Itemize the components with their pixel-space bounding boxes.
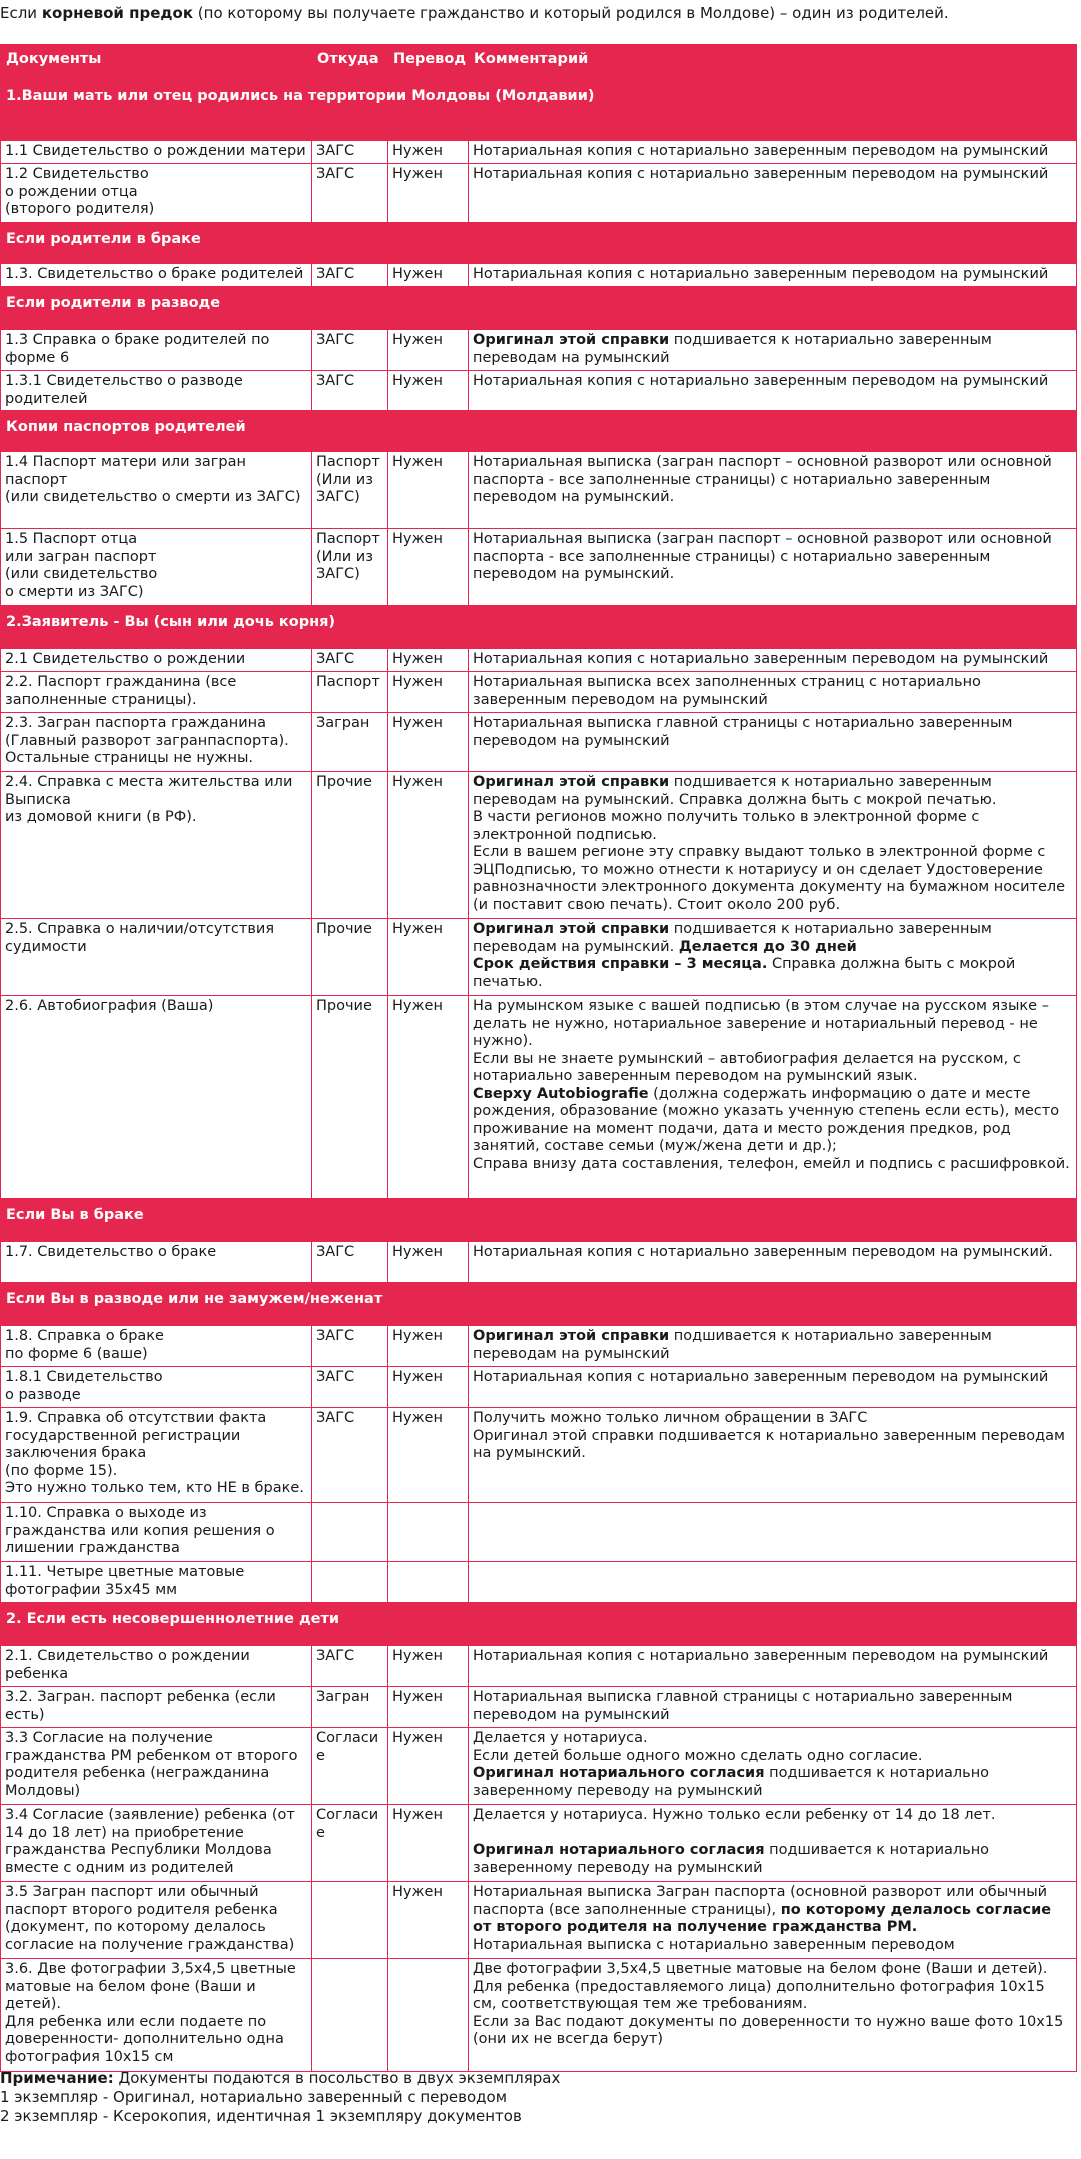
comment-cell <box>469 330 1077 371</box>
source-cell: Загран <box>312 713 388 772</box>
header-comment: Комментарий <box>469 45 1077 80</box>
comment-text: подшивается к нотариально заверенным переводам на румынский <box>473 332 992 366</box>
translation-cell: Нужен <box>388 713 469 772</box>
section-title: 1.Ваши мать или отец родились на территории Молдовы (Молдавии) <box>1 80 1077 141</box>
source-cell <box>312 1882 388 1959</box>
comment-bold-text: Оригинал этой справки <box>473 332 670 348</box>
comment-bold-text: Оригинал нотариального согласия <box>473 1765 765 1781</box>
comment-cell <box>469 772 1077 919</box>
document-cell: 1.10. Справка о выходе из гражданства или копия решения о лишении гражданства <box>1 1503 312 1562</box>
source-cell <box>312 1959 388 2072</box>
table-row <box>1 1242 1077 1283</box>
comment-cell <box>469 1326 1077 1367</box>
document-cell: 1.3 Справка о браке родителей по форме 6 <box>1 330 312 371</box>
document-cell: 1.8. Справка о браке по форме 6 (ваше) <box>1 1326 312 1367</box>
table-row <box>1 330 1077 371</box>
document-cell: 3.4 Согласие (заявление) ребенка (от 14 до 18 лет) на приобретение гражданства Республики Молдова вместе с одним из родителей <box>1 1805 312 1882</box>
source-cell <box>312 1562 388 1603</box>
table-row <box>1 1728 1077 1805</box>
table-row <box>1 772 1077 919</box>
comment-cell <box>469 164 1077 223</box>
table-row <box>1 672 1077 713</box>
comment-cell <box>469 919 1077 996</box>
comment-cell <box>469 1959 1077 2072</box>
comment-bold-text: Оригинал этой справки <box>473 1328 670 1344</box>
table-row <box>1 919 1077 996</box>
source-cell: Загран <box>312 1687 388 1728</box>
section-header-row <box>1 80 1077 141</box>
source-cell: ЗАГС <box>312 1326 388 1367</box>
translation-cell: Нужен <box>388 371 469 411</box>
translation-cell: Нужен <box>388 1728 469 1805</box>
table-row <box>1 264 1077 287</box>
translation-cell <box>388 1562 469 1603</box>
translation-cell: Нужен <box>388 1646 469 1687</box>
comment-cell <box>469 713 1077 772</box>
comment-text: Нотариальная выписка всех заполненных страниц с нотариально заверенным переводом на румынский <box>473 674 981 708</box>
translation-cell: Нужен <box>388 1882 469 1959</box>
documents-table <box>0 44 1077 2072</box>
comment-cell <box>469 1646 1077 1687</box>
comment-text: Нотариальная копия с нотариально заверенным переводом на румынский <box>473 1648 1049 1664</box>
table-body <box>1 80 1077 2072</box>
document-cell: 3.6. Две фотографии 3,5х4,5 цветные матовые на белом фоне (Ваши и детей). Для ребенка или если подаете по доверенности- дополнительно одна фотография 10х15 см <box>1 1959 312 2072</box>
section-header-row <box>1 1603 1077 1646</box>
document-cell: 2.4. Справка с места жительства или Выписка из домовой книги (в РФ). <box>1 772 312 919</box>
document-cell: 3.2. Загран. паспорт ребенка (если есть) <box>1 1687 312 1728</box>
comment-cell <box>469 529 1077 606</box>
comment-text: Нотариальная копия с нотариально заверенным переводом на румынский <box>473 266 1049 282</box>
document-cell: 2.1 Свидетельство о рождении <box>1 649 312 672</box>
source-cell: Согласие <box>312 1805 388 1882</box>
source-cell: ЗАГС <box>312 1242 388 1283</box>
translation-cell: Нужен <box>388 1805 469 1882</box>
comment-bold-text: по которому делалось согласие от второго родителя на получение гражданства РМ. <box>473 1901 1052 1935</box>
source-cell <box>312 1503 388 1562</box>
comment-text: Нотариальная копия с нотариально заверенным переводом на румынский. <box>473 1244 1053 1260</box>
table-row <box>1 1326 1077 1367</box>
comment-text: Делается у нотариуса. Если детей больше одного можно сделать одно согласие. <box>473 1730 923 1764</box>
header-translation: Перевод <box>388 45 469 80</box>
comment-cell <box>469 1242 1077 1283</box>
table-row <box>1 1562 1077 1603</box>
document-cell: 1.1 Свидетельство о рождении матери <box>1 141 312 164</box>
document-cell: 1.8.1 Свидетельство о разводе <box>1 1367 312 1408</box>
translation-cell: Нужен <box>388 264 469 287</box>
comment-text: Две фотографии 3,5х4,5 цветные матовые на белом фоне (Ваши и детей). Для ребенка (предоставляемого лица) дополнительно фотография 10х15 см, соответствующая тем же требованиям. Если за Вас подают документы по доверенности то нужно ваше фото 10х15 (они их не всегда берут) <box>473 1961 1064 2047</box>
translation-cell: Нужен <box>388 996 469 1199</box>
comment-text: Нотариальная копия с нотариально заверенным переводом на румынский <box>473 166 1049 182</box>
comment-cell <box>469 452 1077 529</box>
comment-text: Нотариальная выписка (загран паспорт – основной разворот или основной паспорта - все заполненные страницы) с нотариально заверенным переводом на румынский. <box>473 531 1052 582</box>
document-cell: 1.2 Свидетельство о рождении отца (второго родителя) <box>1 164 312 223</box>
comment-text: Нотариальная копия с нотариально заверенным переводом на румынский <box>473 651 1049 667</box>
source-cell: Прочие <box>312 772 388 919</box>
comment-text: Нотариальная копия с нотариально заверенным переводом на румынский <box>473 373 1049 389</box>
section-title: Если Вы в браке <box>1 1199 1077 1242</box>
document-cell: 2.3. Загран паспорта гражданина (Главный разворот загранпаспорта). Остальные страницы не нужны. <box>1 713 312 772</box>
comment-text: На румынском языке с вашей подписью (в этом случае на русском языке – делать не нужно, нотариальное заверение и нотариальный перевод - не нужно). Если вы не знаете румынский – автобиография делается на русском, с нотариально заверенным переводом на румынский язык. <box>473 998 1049 1084</box>
section-title: 2. Если есть несовершеннолетние дети <box>1 1603 1077 1646</box>
intro-bold: корневой предок <box>41 4 194 22</box>
table-row <box>1 1882 1077 1959</box>
translation-cell: Нужен <box>388 529 469 606</box>
translation-cell: Нужен <box>388 452 469 529</box>
footnote-label: Примечание: <box>0 2069 114 2087</box>
document-cell: 1.4 Паспорт матери или загран паспорт (или свидетельство о смерти из ЗАГС) <box>1 452 312 529</box>
comment-text: подшивается к нотариально заверенному переводу на румынский <box>473 1765 990 1799</box>
comment-cell <box>469 1687 1077 1728</box>
translation-cell: Нужен <box>388 1687 469 1728</box>
comment-cell <box>469 996 1077 1199</box>
comment-text: подшивается к нотариально заверенным переводам на румынский <box>473 1328 992 1362</box>
table-row <box>1 649 1077 672</box>
section-title: Если родители в браке <box>1 223 1077 264</box>
table-row <box>1 1805 1077 1882</box>
table-row <box>1 1646 1077 1687</box>
comment-text: Нотариальная выписка (загран паспорт – основной разворот или основной паспорта - все заполненные страницы) с нотариально заверенным переводом на румынский. <box>473 454 1052 505</box>
document-cell: 2.5. Справка о наличии/отсутствия судимости <box>1 919 312 996</box>
table-row <box>1 1959 1077 2072</box>
comment-cell <box>469 1882 1077 1959</box>
section-title: Копии паспортов родителей <box>1 411 1077 452</box>
table-row <box>1 1687 1077 1728</box>
document-cell: 1.9. Справка об отсутствии факта государственной регистрации заключения брака (по форме 15). Это нужно только тем, кто НЕ в браке. <box>1 1408 312 1503</box>
table-row <box>1 141 1077 164</box>
comment-text: Нотариальная выписка главной страницы с нотариально заверенным переводом на румынский <box>473 715 1013 749</box>
table-header <box>1 45 1077 80</box>
document-cell: 3.5 Загран паспорт или обычный паспорт второго родителя ребенка (документ, по которому делалось согласие на получение гражданства) <box>1 1882 312 1959</box>
comment-text: подшивается к нотариально заверенным переводам на румынский. Справка должна быть с мокрой печатью. В части регионов можно получить только в электронной форме с электронной подписью. Если в вашем регионе эту справку выдают только в электронной форме с ЭЦПодписью, то можно отнести к нотариусу и он сделает Удостоверение равнозначности электронного документа документу на бумажном носителе (и поставит свою печать). Стоит около 200 руб. <box>473 774 1066 913</box>
source-cell: ЗАГС <box>312 371 388 411</box>
comment-cell <box>469 1728 1077 1805</box>
comment-text: Справка должна быть с мокрой печатью. <box>473 956 1016 990</box>
translation-cell: Нужен <box>388 1242 469 1283</box>
translation-cell: Нужен <box>388 1367 469 1408</box>
table-row <box>1 713 1077 772</box>
comment-text: подшивается к нотариально заверенным переводам на румынский. <box>473 921 992 955</box>
table-row <box>1 529 1077 606</box>
table-row <box>1 371 1077 411</box>
source-cell: Паспорт (Или из ЗАГС) <box>312 529 388 606</box>
table-row <box>1 1503 1077 1562</box>
translation-cell: Нужен <box>388 1326 469 1367</box>
intro-post: (по которому вы получаете гражданство и который родился в Молдове) – один из родителей. <box>193 4 949 22</box>
footnote-text: Документы подаются в посольство в двух экземплярах 1 экземпляр - Оригинал, нотариально заверенный с переводом 2 экземпляр - Ксерокопия, идентичная 1 экземпляру документов <box>0 2069 561 2125</box>
comment-text: Нотариальная выписка с нотариально заверенным переводом <box>473 1936 955 1953</box>
comment-cell <box>469 1367 1077 1408</box>
comment-text: Получить можно только личном обращении в ЗАГС Оригинал этой справки подшивается к нотариально заверенным переводам на румынский. <box>473 1410 1065 1461</box>
comment-text: Нотариальная копия с нотариально заверенным переводом на румынский <box>473 143 1049 159</box>
section-header-row <box>1 287 1077 330</box>
section-header-row <box>1 411 1077 452</box>
translation-cell: Нужен <box>388 141 469 164</box>
document-cell: 1.11. Четыре цветные матовые фотографии 35х45 мм <box>1 1562 312 1603</box>
source-cell: ЗАГС <box>312 649 388 672</box>
table-row <box>1 996 1077 1199</box>
translation-cell: Нужен <box>388 164 469 223</box>
section-header-row <box>1 223 1077 264</box>
section-header-row <box>1 1283 1077 1326</box>
section-header-row <box>1 1199 1077 1242</box>
footnote <box>0 2069 1075 2126</box>
document-cell: 2.6. Автобиография (Ваша) <box>1 996 312 1199</box>
translation-cell <box>388 1959 469 2072</box>
translation-cell: Нужен <box>388 1408 469 1503</box>
source-cell: ЗАГС <box>312 141 388 164</box>
comment-cell <box>469 1408 1077 1503</box>
table-row <box>1 1408 1077 1503</box>
document-cell: 2.2. Паспорт гражданина (все заполненные страницы). <box>1 672 312 713</box>
comment-cell <box>469 672 1077 713</box>
intro-text <box>0 3 1075 23</box>
translation-cell <box>388 1503 469 1562</box>
translation-cell: Нужен <box>388 649 469 672</box>
comment-bold-text: Оригинал этой справки <box>473 774 670 790</box>
source-cell: Паспорт <box>312 672 388 713</box>
source-cell: ЗАГС <box>312 330 388 371</box>
source-cell: ЗАГС <box>312 1367 388 1408</box>
comment-text: Нотариальная выписка главной страницы с нотариально заверенным переводом на румынский <box>473 1689 1013 1723</box>
comment-text: (должна содержать информацию о дате и месте рождения, образование (можно указать ученную степень если есть), место проживание на момент подачи, дата и место рождения предков, род занятий, составе семьи (муж/жена дети и др.); Справа внизу дата составления, телефон, емейл и подпись с расшифровкой. <box>473 1085 1070 1172</box>
comment-cell <box>469 649 1077 672</box>
comment-bold-text: Оригинал нотариального согласия <box>473 1842 765 1858</box>
comment-cell <box>469 264 1077 287</box>
comment-bold-text: Оригинал этой справки <box>473 921 670 937</box>
comment-cell <box>469 1805 1077 1882</box>
document-cell: 1.7. Свидетельство о браке <box>1 1242 312 1283</box>
source-cell: Паспорт (Или из ЗАГС) <box>312 452 388 529</box>
comment-cell <box>469 141 1077 164</box>
translation-cell: Нужен <box>388 919 469 996</box>
table-row <box>1 452 1077 529</box>
source-cell: ЗАГС <box>312 264 388 287</box>
table-row <box>1 1367 1077 1408</box>
comment-cell <box>469 1562 1077 1603</box>
comment-cell <box>469 371 1077 411</box>
comment-text: подшивается к нотариально заверенному переводу на румынский <box>473 1842 990 1876</box>
document-cell: 3.3 Согласие на получение гражданства РМ ребенком от второго родителя ребенка (негражданина Молдовы) <box>1 1728 312 1805</box>
comment-bold-text: Сверху Autobiografie <box>473 1085 649 1102</box>
comment-text: Нотариальная выписка Загран паспорта (основной разворот или обычный паспорта (все заполненные страницы), <box>473 1884 1048 1918</box>
comment-text: Нотариальная копия с нотариально заверенным переводом на румынский <box>473 1369 1049 1385</box>
source-cell: Прочие <box>312 919 388 996</box>
section-header-row <box>1 606 1077 649</box>
source-cell: Прочие <box>312 996 388 1199</box>
intro-pre: Если <box>0 4 42 22</box>
header-source: Откуда <box>312 45 388 80</box>
document-cell: 1.5 Паспорт отца или загран паспорт (или свидетельство о смерти из ЗАГС) <box>1 529 312 606</box>
section-title: Если родители в разводе <box>1 287 1077 330</box>
document-cell: 2.1. Свидетельство о рождении ребенка <box>1 1646 312 1687</box>
source-cell: Согласие <box>312 1728 388 1805</box>
section-title: 2.Заявитель - Вы (сын или дочь корня) <box>1 606 1077 649</box>
document-cell: 1.3.1 Свидетельство о разводе родителей <box>1 371 312 411</box>
source-cell: ЗАГС <box>312 1408 388 1503</box>
translation-cell: Нужен <box>388 672 469 713</box>
header-documents: Документы <box>1 45 312 80</box>
translation-cell: Нужен <box>388 330 469 371</box>
table-row <box>1 164 1077 223</box>
source-cell: ЗАГС <box>312 164 388 223</box>
section-title: Если Вы в разводе или не замужем/неженат <box>1 1283 1077 1326</box>
source-cell: ЗАГС <box>312 1646 388 1687</box>
document-cell: 1.3. Свидетельство о браке родителей <box>1 264 312 287</box>
comment-cell <box>469 1503 1077 1562</box>
comment-text: Делается у нотариуса. Нужно только если ребенку от 14 до 18 лет. <box>473 1807 996 1823</box>
translation-cell: Нужен <box>388 772 469 919</box>
comment-bold-text: Делается до 30 дней Срок действия справки – 3 месяца. <box>473 938 857 972</box>
